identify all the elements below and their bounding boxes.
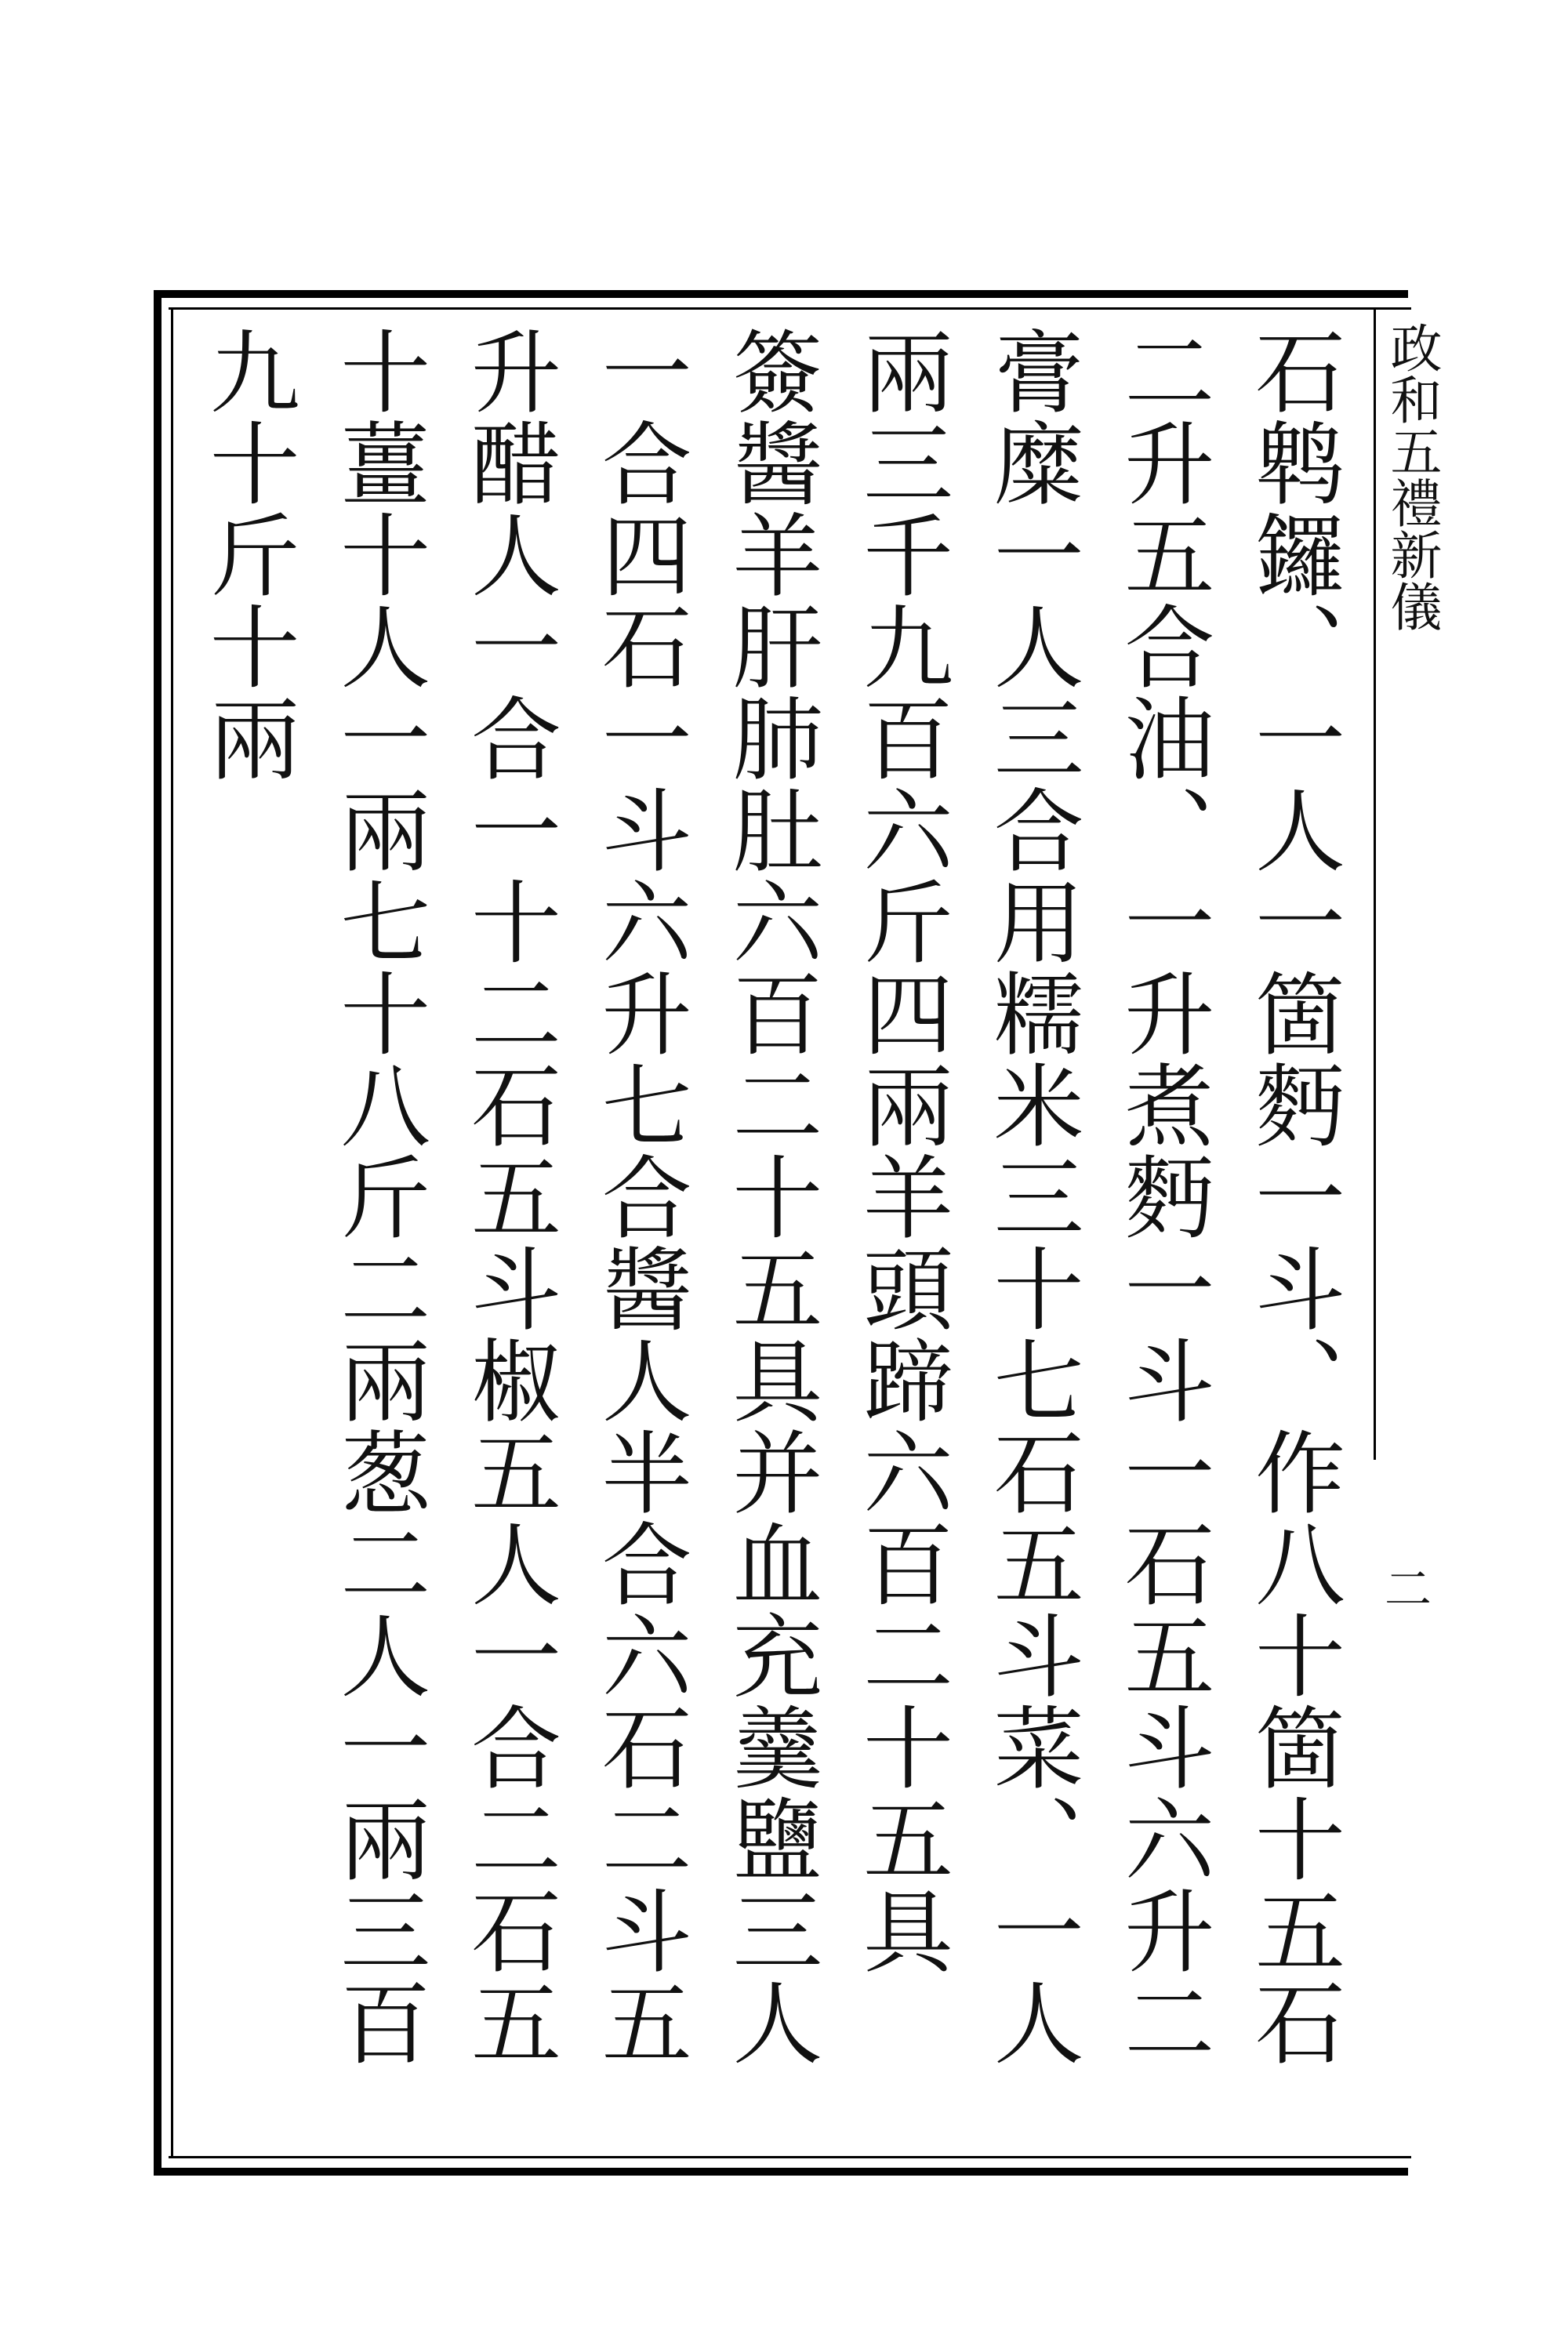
inner-rule-top [169,307,1411,310]
text-column-5: 簽醬羊肝肺肚六百二十五具并血充羹鹽三人 [717,325,822,2068]
text-column-4: 兩三千九百六斤四兩羊頭蹄六百二十五具 [847,325,953,1976]
text-column-1: 石鹎鑼、一人一箇麪一斗、作八十箇十五石 [1240,325,1345,2068]
text-column-7: 升醋人一合一十二石五斗椒五人一合二石五 [455,325,561,2068]
inner-rule-left [171,307,173,2156]
margin-rule [1374,307,1376,1460]
text-column-9: 九十斤十兩 [194,325,299,784]
margin-title: 政和五禮新儀 [1381,321,1442,632]
text-column-3: 膏糜一人三合用糯米三十七石五斗菜、一人 [978,325,1083,2068]
text-column-8: 十薑十人一兩七十八斤二兩葱二人一兩三百 [325,325,430,2068]
text-column-6: 一合四石一斗六升七合醬人半合六石二斗五 [586,325,691,2068]
page-number: 二 [1385,1563,1432,1617]
text-column-2: 二升五合油、一升煮麪一斗一石五斗六升二 [1109,325,1214,2068]
inner-rule-bottom [169,2156,1411,2158]
text-body [182,325,1358,2152]
